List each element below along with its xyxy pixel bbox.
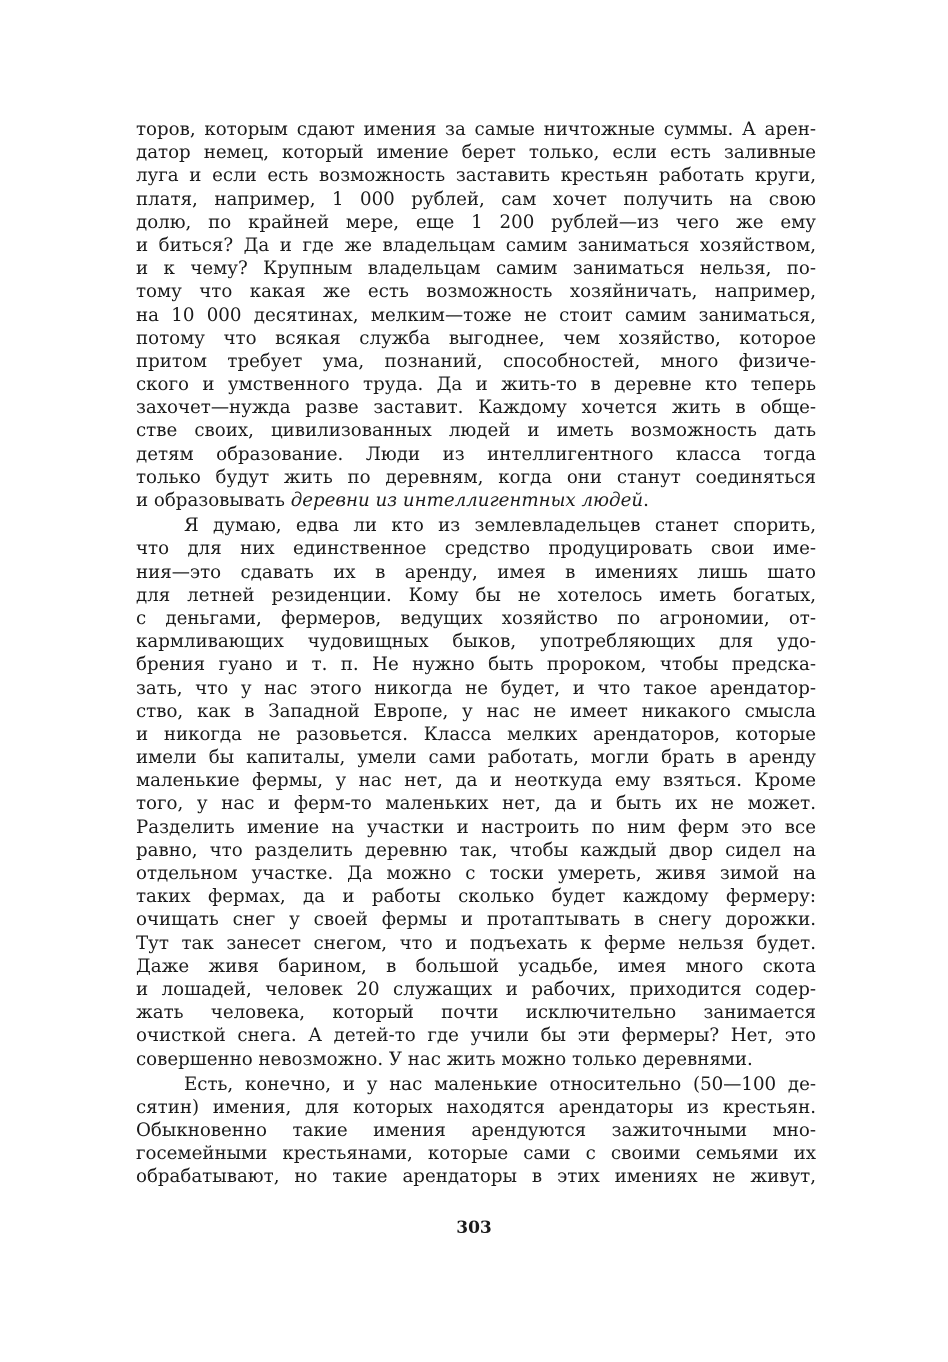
text-line: долю, по крайней мере, еще 1 200 рублей—из чего же ему [136, 211, 816, 233]
text-line: с деньгами, фермеров, ведущих хозяйство по агрономии, от- [136, 607, 816, 629]
text-line: и к чему? Крупным владельцам самим заниматься нельзя, по- [136, 258, 816, 280]
text-line: тому что какая же есть возможность хозяйничать, например, [136, 281, 816, 303]
text-line: на 10 000 десятинах, мелким—тоже не стоит самим заниматься, [136, 304, 816, 326]
text-line: и лошадей, человек 20 служащих и рабочих, приходится содер- [136, 978, 816, 1000]
text-run: . [643, 490, 649, 511]
text-line: для летней резиденции. Кому бы не хотелось иметь богатых, [136, 584, 816, 606]
text-line: таких фермах, да и работы сколько будет каждому фермеру: [136, 886, 816, 908]
text-line: стве своих, цивилизованных людей и иметь возможность дать [136, 420, 816, 442]
text-line: равно, что разделить деревню так, чтобы каждый двор сидел на [136, 839, 816, 861]
text-line: обрабатывают, но такие арендаторы в этих имениях не живут, [136, 1166, 816, 1188]
text-line: датор немец, который имение берет только, если есть заливные [136, 142, 816, 164]
text-line: торов, которым сдают имения за самые ничтожные суммы. А арен- [136, 119, 816, 140]
text-line: госемейными крестьянами, которые сами с своими семьями их [136, 1143, 816, 1165]
text-line: маленькие фермы, у нас нет, да и неоткуда ему взяться. Кроме [136, 770, 816, 792]
text-line: очищать снег у своей фермы и протаптывать в снегу дорожки. [136, 909, 816, 931]
text-line: Есть, конечно, и у нас маленькие относительно (50—100 де- [184, 1073, 816, 1095]
text-line: зать, что у нас этого никогда не будет, и что такое арендатор- [136, 677, 816, 699]
text-line: притом требует ума, познаний, способностей, много физиче- [136, 350, 816, 372]
text-line [136, 489, 816, 512]
text-line: платя, например, 1 000 рублей, сам хочет получить на свою [136, 188, 816, 210]
text-line: что для них единственное средство продуцировать свои име- [136, 538, 816, 560]
text-line: потому что всякая служба выгоднее, чем хозяйство, которое [136, 327, 816, 349]
text-line: и никогда не разовьется. Класса мелких арендаторов, которые [136, 723, 816, 745]
text-line: ство, как в Западной Европе, у нас не имеет никакого смысла [136, 700, 816, 722]
text-line: совершенно невозможно. У нас жить можно только деревнями. [136, 1048, 753, 1070]
text-line: имели бы капиталы, умели сами работать, могли брать в аренду [136, 747, 816, 769]
text-line: того, у нас и ферм-то маленьких нет, да и быть их не может. [136, 793, 816, 815]
text-line: ния—это сдавать их в аренду, имея в имениях лишь шато [136, 561, 816, 583]
text-line: луга и если есть возможность заставить крестьян работать круги, [136, 165, 816, 187]
text-line: брения гуано и т. п. Не нужно быть пророком, чтобы предска- [136, 654, 816, 676]
text-line: Обыкновенно такие имения арендуются зажиточными мно- [136, 1120, 816, 1142]
text-line: жать человека, который почти исключительно занимается [136, 1002, 816, 1024]
text-line: Тут так занесет снегом, что и подъехать к ферме нельзя будет. [136, 932, 816, 954]
text-line: очисткой снега. А детей-то где учили бы эти фермеры? Нет, это [136, 1025, 816, 1047]
paragraph-1 [136, 118, 816, 512]
text-line: Разделить имение на участки и настроить по ним ферм это все [136, 816, 816, 838]
text-line: отдельном участке. Да можно с тоски умереть, живя зимой на [136, 863, 816, 884]
text-line: Даже живя барином, в большой усадьбе, имея много скота [136, 955, 816, 977]
text-line: только будут жить по деревням, когда они станут соединяться [136, 466, 816, 488]
text-line: ского и умственного труда. Да и жить-то в деревне кто теперь [136, 374, 816, 396]
body-text [136, 118, 816, 1189]
text-line: Я думаю, едва ли кто из землевладельцев станет спорить, [184, 515, 816, 537]
italic-phrase: деревни из интеллигентных людей [290, 490, 644, 511]
paragraph-2 [136, 514, 816, 1071]
text-line: детям образование. Люди из интеллигентного класса тогда [136, 443, 816, 465]
text-line: захочет—нужда разве заставит. Каждому хочется жить в обще- [136, 397, 816, 419]
paragraph-3 [136, 1073, 816, 1189]
page-number: 303 [456, 1218, 492, 1238]
text-line: кармливающих чудовищных быков, употребляющих для удо- [136, 631, 816, 653]
text-line: и биться? Да и где же владельцам самим заниматься хозяйством, [136, 234, 816, 256]
text-run: и образовывать [136, 490, 291, 511]
text-line: сятин) имения, для которых находятся арендаторы из крестьян. [136, 1096, 816, 1118]
